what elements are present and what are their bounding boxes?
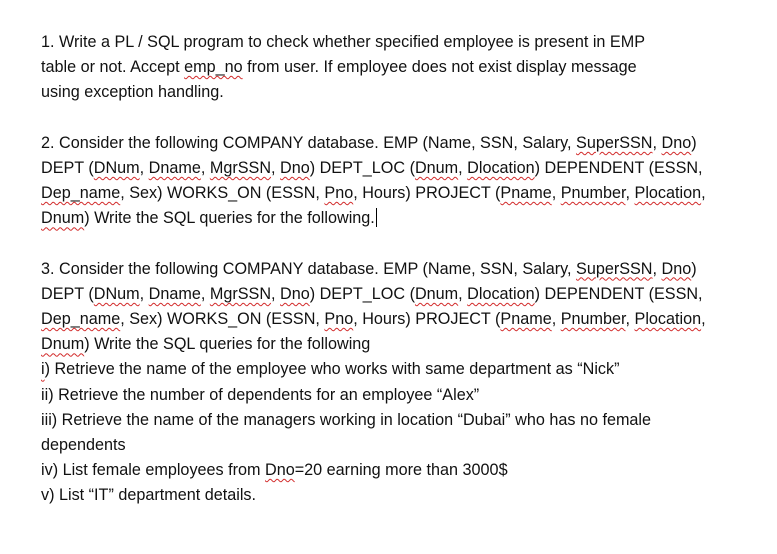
- spellcheck-word[interactable]: Dnum: [414, 284, 459, 303]
- document-body[interactable]: [41, 30, 741, 509]
- q1-line-1: 1. Write a PL / SQL program to check whether specified employee is present in EMP: [41, 33, 646, 51]
- spellcheck-word[interactable]: DNum: [93, 284, 140, 303]
- blank-line: [41, 106, 741, 131]
- spellcheck-word[interactable]: Plocation: [634, 184, 702, 203]
- spellcheck-word[interactable]: emp_no: [184, 58, 243, 77]
- q3-item-ii: ii) Retrieve the number of dependents for an employee “Alex”: [41, 385, 480, 404]
- spellcheck-word[interactable]: Dnum: [41, 209, 85, 228]
- spellcheck-word[interactable]: Dnum: [414, 158, 459, 177]
- q2-line-3: Dep_name, Sex) WORKS_ON (ESSN, Pno, Hours) PROJECT (Pname, Pnumber, Plocation,: [41, 184, 706, 203]
- spellcheck-word[interactable]: DNum: [93, 158, 140, 177]
- spellcheck-word[interactable]: Dlocation: [467, 284, 535, 303]
- blank-line: [41, 232, 741, 257]
- spellcheck-word[interactable]: Dno: [280, 158, 310, 177]
- text-cursor: [376, 208, 377, 227]
- q3-item-i: i) Retrieve the name of the employee who works with same department as “Nick”: [41, 360, 620, 379]
- spellcheck-word[interactable]: Plocation: [634, 310, 702, 329]
- spellcheck-word[interactable]: SuperSSN: [576, 133, 653, 152]
- spellcheck-word[interactable]: Pno: [324, 310, 354, 329]
- spellcheck-word[interactable]: Dep_name: [41, 310, 121, 329]
- spellcheck-word[interactable]: Dno: [280, 284, 310, 303]
- spellcheck-word[interactable]: Dno: [661, 133, 692, 152]
- spellcheck-word[interactable]: SuperSSN: [576, 259, 653, 278]
- q2-line-2: DEPT (DNum, Dname, MgrSSN, Dno) DEPT_LOC (Dnum, Dlocation) DEPENDENT (ESSN,: [41, 158, 703, 177]
- spellcheck-word[interactable]: Dep_name: [41, 184, 121, 203]
- q2-line-4: Dnum) Write the SQL queries for the following.: [41, 209, 375, 228]
- q3-item-iii: iii) Retrieve the name of the managers working in location “Dubai” who has no female: [41, 410, 652, 429]
- q3-line-1: 3. Consider the following COMPANY database. EMP (Name, SSN, Salary, SuperSSN, Dno): [41, 259, 697, 278]
- spellcheck-word[interactable]: Pno: [324, 184, 354, 203]
- q3-line-3: Dep_name, Sex) WORKS_ON (ESSN, Pno, Hours) PROJECT (Pname, Pnumber, Plocation,: [41, 310, 706, 329]
- spellcheck-word[interactable]: Dname: [148, 158, 201, 177]
- q2-line-1: 2. Consider the following COMPANY database. EMP (Name, SSN, Salary, SuperSSN, Dno): [41, 133, 697, 152]
- q3-line-4: Dnum) Write the SQL queries for the following: [41, 335, 371, 354]
- q3-item-iii-cont: dependents: [41, 436, 126, 454]
- spellcheck-word[interactable]: Dlocation: [467, 158, 535, 177]
- spellcheck-word[interactable]: Dno: [265, 461, 295, 480]
- spellcheck-word[interactable]: Dnum: [41, 335, 85, 354]
- spellcheck-word[interactable]: i: [41, 360, 45, 379]
- spellcheck-word[interactable]: Pname: [500, 184, 552, 203]
- q1-line-3: using exception handling.: [41, 83, 224, 102]
- q1-line-2: table or not. Accept emp_no from user. If employee does not exist display message: [41, 58, 637, 77]
- spellcheck-word[interactable]: Pname: [500, 310, 552, 329]
- q3-item-v: v) List “IT” department details.: [41, 486, 257, 505]
- spellcheck-word[interactable]: MgrSSN: [209, 284, 272, 303]
- spellcheck-word[interactable]: Dno: [661, 259, 692, 278]
- spellcheck-word[interactable]: Pnumber: [560, 310, 626, 329]
- spellcheck-word[interactable]: Dname: [148, 284, 201, 303]
- q3-line-2: DEPT (DNum, Dname, MgrSSN, Dno) DEPT_LOC (Dnum, Dlocation) DEPENDENT (ESSN,: [41, 284, 703, 303]
- spellcheck-word[interactable]: Pnumber: [560, 184, 626, 203]
- q3-item-iv: iv) List female employees from Dno=20 earning more than 3000$: [41, 461, 508, 480]
- spellcheck-word[interactable]: MgrSSN: [209, 158, 272, 177]
